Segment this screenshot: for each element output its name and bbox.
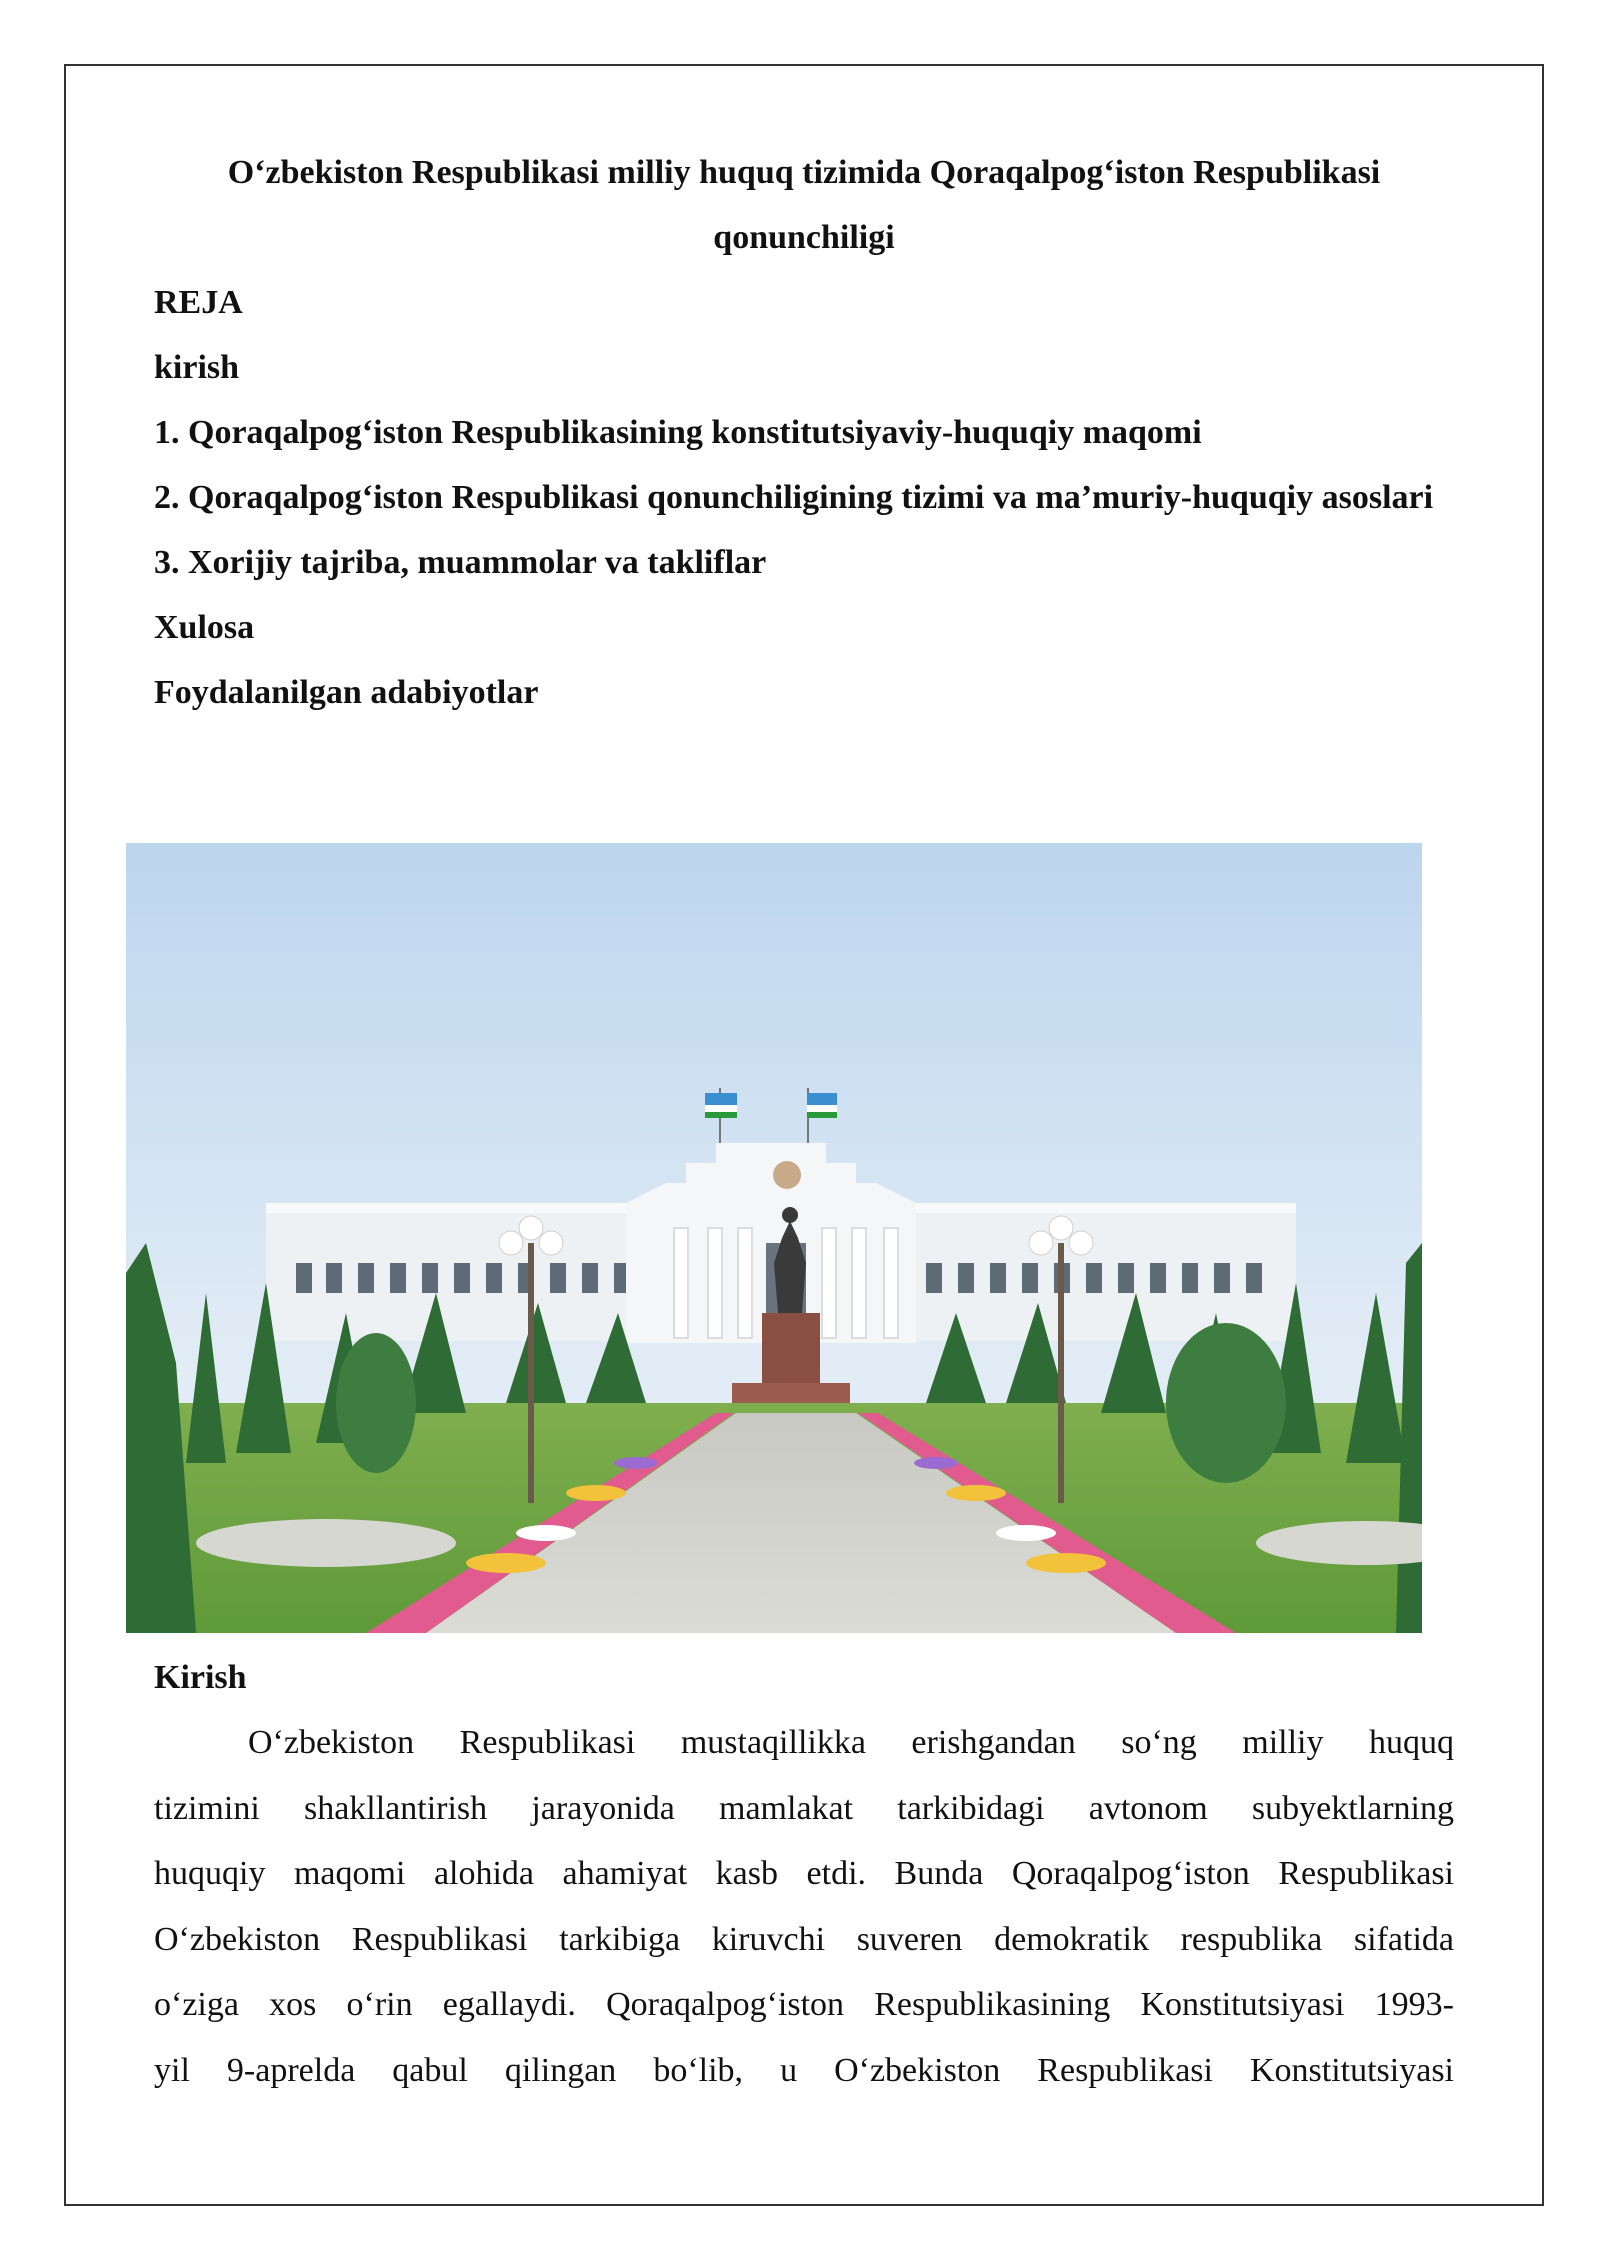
introduction-line: o‘ziga xos o‘rin egallaydi. Qoraqalpog‘iston Respublikasining Konstitutsiyasi 1993- [154,1986,1454,2023]
plan-item-3: 3. Xorijiy tajriba, muammolar va takliflar [154,544,767,581]
introduction-section [154,1645,1454,2103]
plan-item-introduction: kirish [154,349,240,386]
document-header [154,140,1454,725]
plan-item-references: Foydalanilgan adabiyotlar [154,674,539,711]
introduction-heading: Kirish [154,1659,247,1696]
plan-item-conclusion: Xulosa [154,609,255,646]
introduction-line: O‘zbekiston Respublikasi tarkibiga kiruvchi suveren demokratik respublika sifatida [154,1920,1454,1958]
plan-heading: REJA [154,284,243,321]
plan-item-2: 2. Qoraqalpog‘iston Respublikasi qonunchiligining tizimi va ma’muriy-huquqiy asoslari [154,479,1434,516]
plan-item-1: 1. Qoraqalpog‘iston Respublikasining konstitutsiyaviy-huquqiy maqomi [154,414,1202,451]
building-photo-illustration [126,843,1422,1633]
introduction-paragraph [154,1710,1454,2103]
introduction-line: yil 9-aprelda qabul qilingan bo‘lib, u O‘zbekiston Respublikasi Konstitutsiyasi [154,2051,1454,2089]
introduction-line: huquqiy maqomi alohida ahamiyat kasb etdi. Bunda Qoraqalpog‘iston Respublikasi [154,1855,1454,1892]
building-photo [126,843,1422,1633]
introduction-line: tizimini shakllantirish jarayonida mamlakat tarkibidagi avtonom subyektlarning [154,1789,1454,1827]
document-title: O‘zbekiston Respublikasi milliy huquq tizimida Qoraqalpog‘iston Respublikasi qonunchiligi [227,154,1381,256]
introduction-line: O‘zbekiston Respublikasi mustaqillikka erishgandan so‘ng milliy huquq [248,1724,1454,1761]
